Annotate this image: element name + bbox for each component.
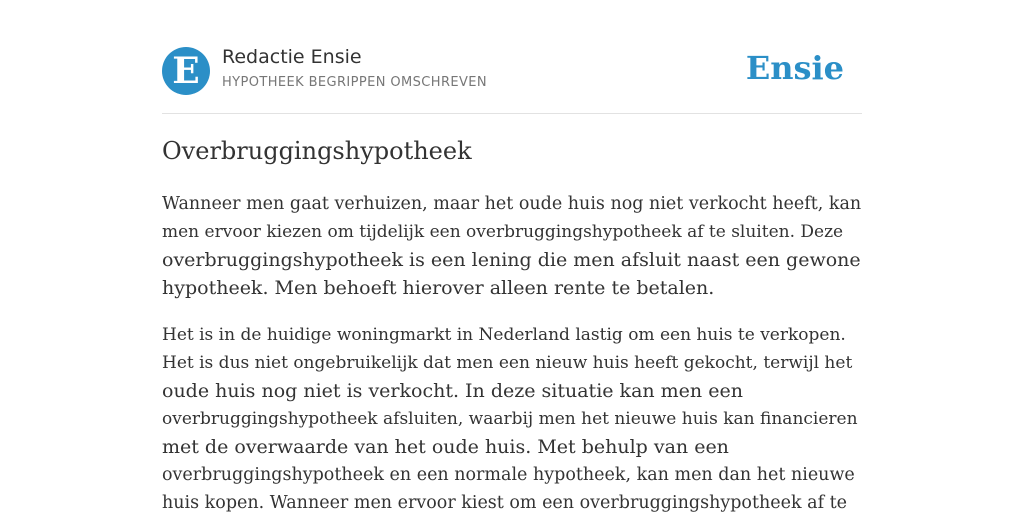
paragraph-line: hypotheek. Men behoeft hierover alleen rente te betalen.	[162, 277, 715, 299]
paragraph-1	[162, 190, 862, 302]
tag-list[interactable]: HYPOTHEEK BEGRIPPEN OMSCHREVEN	[222, 75, 488, 90]
article-title: Overbruggingshypotheek	[162, 137, 472, 165]
paragraph-line: Het is in de huidige woningmarkt in Nederland lastig om een huis te verkopen.	[162, 325, 846, 345]
header-divider	[162, 113, 862, 114]
author-avatar[interactable]: E	[162, 47, 210, 95]
author-name[interactable]: Redactie Ensie	[222, 46, 362, 68]
paragraph-line: men ervoor kiezen om tijdelijk een overbruggingshypotheek af te sluiten. Deze	[162, 222, 844, 242]
paragraph-line: huis kopen. Wanneer men ervoor kiest om een overbruggingshypotheek af te	[162, 493, 848, 512]
paragraph-line: overbruggingshypotheek is een lening die men afsluit naast een gewone	[162, 249, 861, 271]
paragraph-line: Wanneer men gaat verhuizen, maar het oude huis nog niet verkocht heeft, kan	[162, 194, 862, 214]
paragraph-2	[162, 321, 862, 512]
paragraph-line: met de overwaarde van het oude huis. Met behulp van een	[162, 436, 729, 458]
paragraph-line: overbruggingshypotheek en een normale hypotheek, kan men dan het nieuwe	[162, 465, 855, 485]
paragraph-line: Het is dus niet ongebruikelijk dat men een nieuw huis heeft gekocht, terwijl het	[162, 353, 853, 373]
article-body	[162, 190, 862, 512]
article-header	[162, 45, 862, 97]
paragraph-line: oude huis nog niet is verkocht. In deze situatie kan men een	[162, 380, 743, 402]
brand-logo[interactable]: Ensie	[745, 49, 844, 87]
paragraph-line: overbruggingshypotheek afsluiten, waarbij men het nieuwe huis kan financieren	[162, 409, 858, 429]
